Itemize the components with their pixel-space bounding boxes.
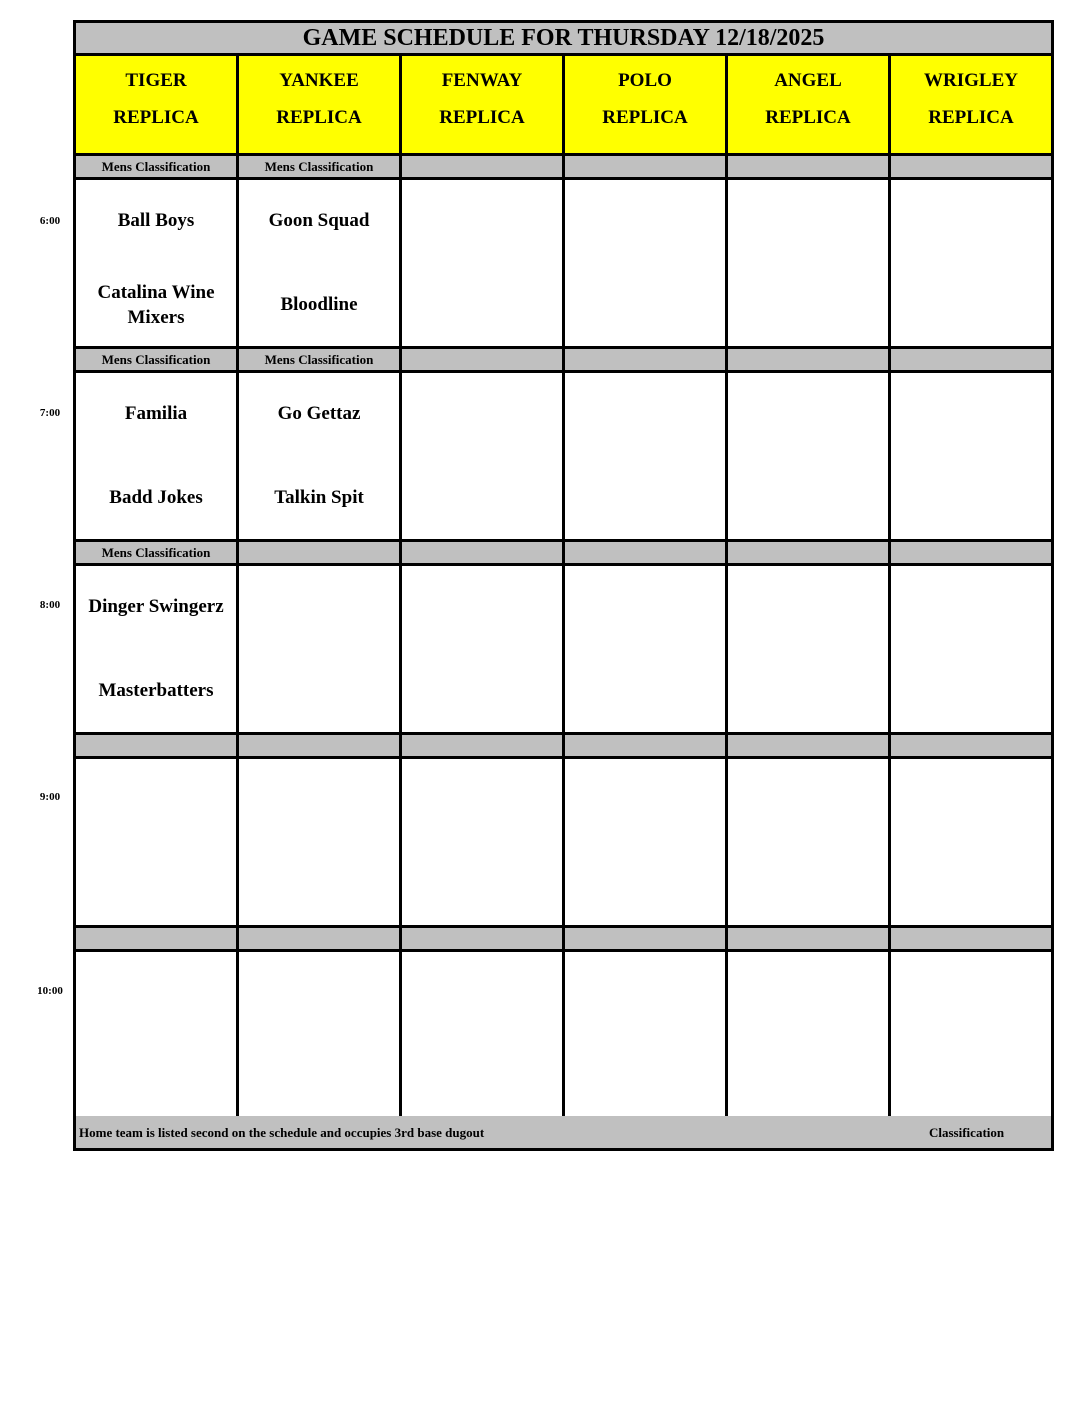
classification-bar bbox=[891, 542, 1051, 566]
classification-bar bbox=[891, 735, 1051, 759]
field-name: WRIGLEY bbox=[924, 70, 1018, 91]
game-cell bbox=[76, 759, 236, 928]
game-cell bbox=[239, 952, 399, 1121]
field-subtitle: REPLICA bbox=[439, 107, 525, 128]
classification-bar: Mens Classification bbox=[76, 542, 236, 566]
game-cell bbox=[402, 180, 562, 349]
game-cell bbox=[239, 180, 399, 349]
game-cell bbox=[891, 180, 1051, 349]
classification-bar bbox=[76, 735, 236, 759]
classification-bar bbox=[891, 928, 1051, 952]
game-cell bbox=[565, 759, 725, 928]
classification-bar bbox=[891, 349, 1051, 373]
away-team: Familia bbox=[124, 403, 188, 424]
classification-bar bbox=[239, 928, 399, 952]
time-label: 9:00 bbox=[39, 791, 61, 803]
column-divider bbox=[725, 56, 728, 1116]
footer-classification: Classification bbox=[929, 1125, 1005, 1140]
game-cell bbox=[76, 952, 236, 1121]
game-cell bbox=[402, 373, 562, 542]
field-subtitle: REPLICA bbox=[928, 107, 1014, 128]
classification-bar bbox=[891, 156, 1051, 180]
classification-bar bbox=[728, 735, 888, 759]
page-title: GAME SCHEDULE FOR THURSDAY 12/18/2025 bbox=[76, 23, 1051, 56]
field-subtitle: REPLICA bbox=[765, 107, 851, 128]
classification-bar bbox=[76, 928, 236, 952]
game-cell bbox=[728, 373, 888, 542]
game-cell bbox=[76, 180, 236, 349]
column-divider bbox=[562, 56, 565, 1116]
field-header-polo bbox=[565, 56, 725, 156]
field-header-yankee bbox=[239, 56, 399, 156]
field-subtitle: REPLICA bbox=[602, 107, 688, 128]
field-header-fenway bbox=[402, 56, 562, 156]
field-header-wrigley bbox=[891, 56, 1051, 156]
away-team: Go Gettaz bbox=[277, 403, 361, 424]
game-cell bbox=[402, 952, 562, 1121]
time-label: 10:00 bbox=[37, 985, 63, 997]
classification-bar bbox=[239, 542, 399, 566]
game-cell bbox=[76, 373, 236, 542]
time-label: 8:00 bbox=[39, 599, 61, 611]
classification-bar: Mens Classification bbox=[76, 156, 236, 180]
time-label: 7:00 bbox=[39, 407, 61, 419]
away-team: Ball Boys bbox=[117, 210, 195, 231]
game-cell bbox=[728, 180, 888, 349]
classification-bar bbox=[239, 735, 399, 759]
classification-bar bbox=[565, 735, 725, 759]
game-cell bbox=[728, 759, 888, 928]
column-divider bbox=[236, 56, 239, 1116]
classification-bar bbox=[728, 156, 888, 180]
classification-bar bbox=[402, 542, 562, 566]
classification-bar: Mens Classification bbox=[239, 156, 399, 180]
column-divider bbox=[399, 56, 402, 1116]
home-team: Badd Jokes bbox=[109, 487, 203, 508]
home-team: Bloodline bbox=[280, 294, 358, 315]
game-cell bbox=[728, 566, 888, 735]
footer-note: Home team is listed second on the schedule and occupies 3rd base dugout bbox=[79, 1125, 485, 1140]
game-cell bbox=[565, 180, 725, 349]
game-cell bbox=[76, 566, 236, 735]
away-team: Goon Squad bbox=[268, 210, 370, 231]
classification-bar bbox=[402, 156, 562, 180]
game-cell bbox=[565, 373, 725, 542]
away-team: Dinger Swingerz bbox=[88, 596, 224, 617]
game-cell bbox=[728, 952, 888, 1121]
game-cell bbox=[402, 566, 562, 735]
field-name: FENWAY bbox=[441, 70, 523, 91]
field-subtitle: REPLICA bbox=[113, 107, 199, 128]
game-cell bbox=[891, 373, 1051, 542]
field-header-angel bbox=[728, 56, 888, 156]
classification-bar bbox=[402, 928, 562, 952]
home-team: Catalina Wine Mixers bbox=[97, 282, 215, 328]
home-team: Talkin Spit bbox=[274, 487, 364, 508]
field-header-tiger bbox=[76, 56, 236, 156]
game-cell bbox=[239, 566, 399, 735]
classification-bar: Mens Classification bbox=[76, 349, 236, 373]
classification-bar bbox=[402, 735, 562, 759]
classification-bar bbox=[565, 542, 725, 566]
game-cell bbox=[402, 759, 562, 928]
game-cell bbox=[891, 566, 1051, 735]
game-cell bbox=[891, 759, 1051, 928]
classification-bar bbox=[728, 542, 888, 566]
classification-bar bbox=[728, 928, 888, 952]
home-team: Masterbatters bbox=[98, 680, 214, 701]
game-cell bbox=[239, 373, 399, 542]
footer-bar bbox=[76, 1116, 1051, 1148]
time-label: 6:00 bbox=[39, 215, 61, 227]
classification-bar bbox=[728, 349, 888, 373]
field-name: ANGEL bbox=[774, 70, 842, 91]
classification-bar bbox=[402, 349, 562, 373]
classification-bar bbox=[565, 349, 725, 373]
field-name: YANKEE bbox=[279, 70, 359, 91]
field-name: TIGER bbox=[125, 70, 187, 91]
field-subtitle: REPLICA bbox=[276, 107, 362, 128]
game-cell bbox=[565, 566, 725, 735]
field-name: POLO bbox=[618, 70, 672, 91]
game-cell bbox=[565, 952, 725, 1121]
classification-bar bbox=[565, 156, 725, 180]
classification-bar: Mens Classification bbox=[239, 349, 399, 373]
game-cell bbox=[239, 759, 399, 928]
game-cell bbox=[891, 952, 1051, 1121]
classification-bar bbox=[565, 928, 725, 952]
column-divider bbox=[888, 56, 891, 1116]
schedule-sheet bbox=[73, 20, 1054, 1151]
